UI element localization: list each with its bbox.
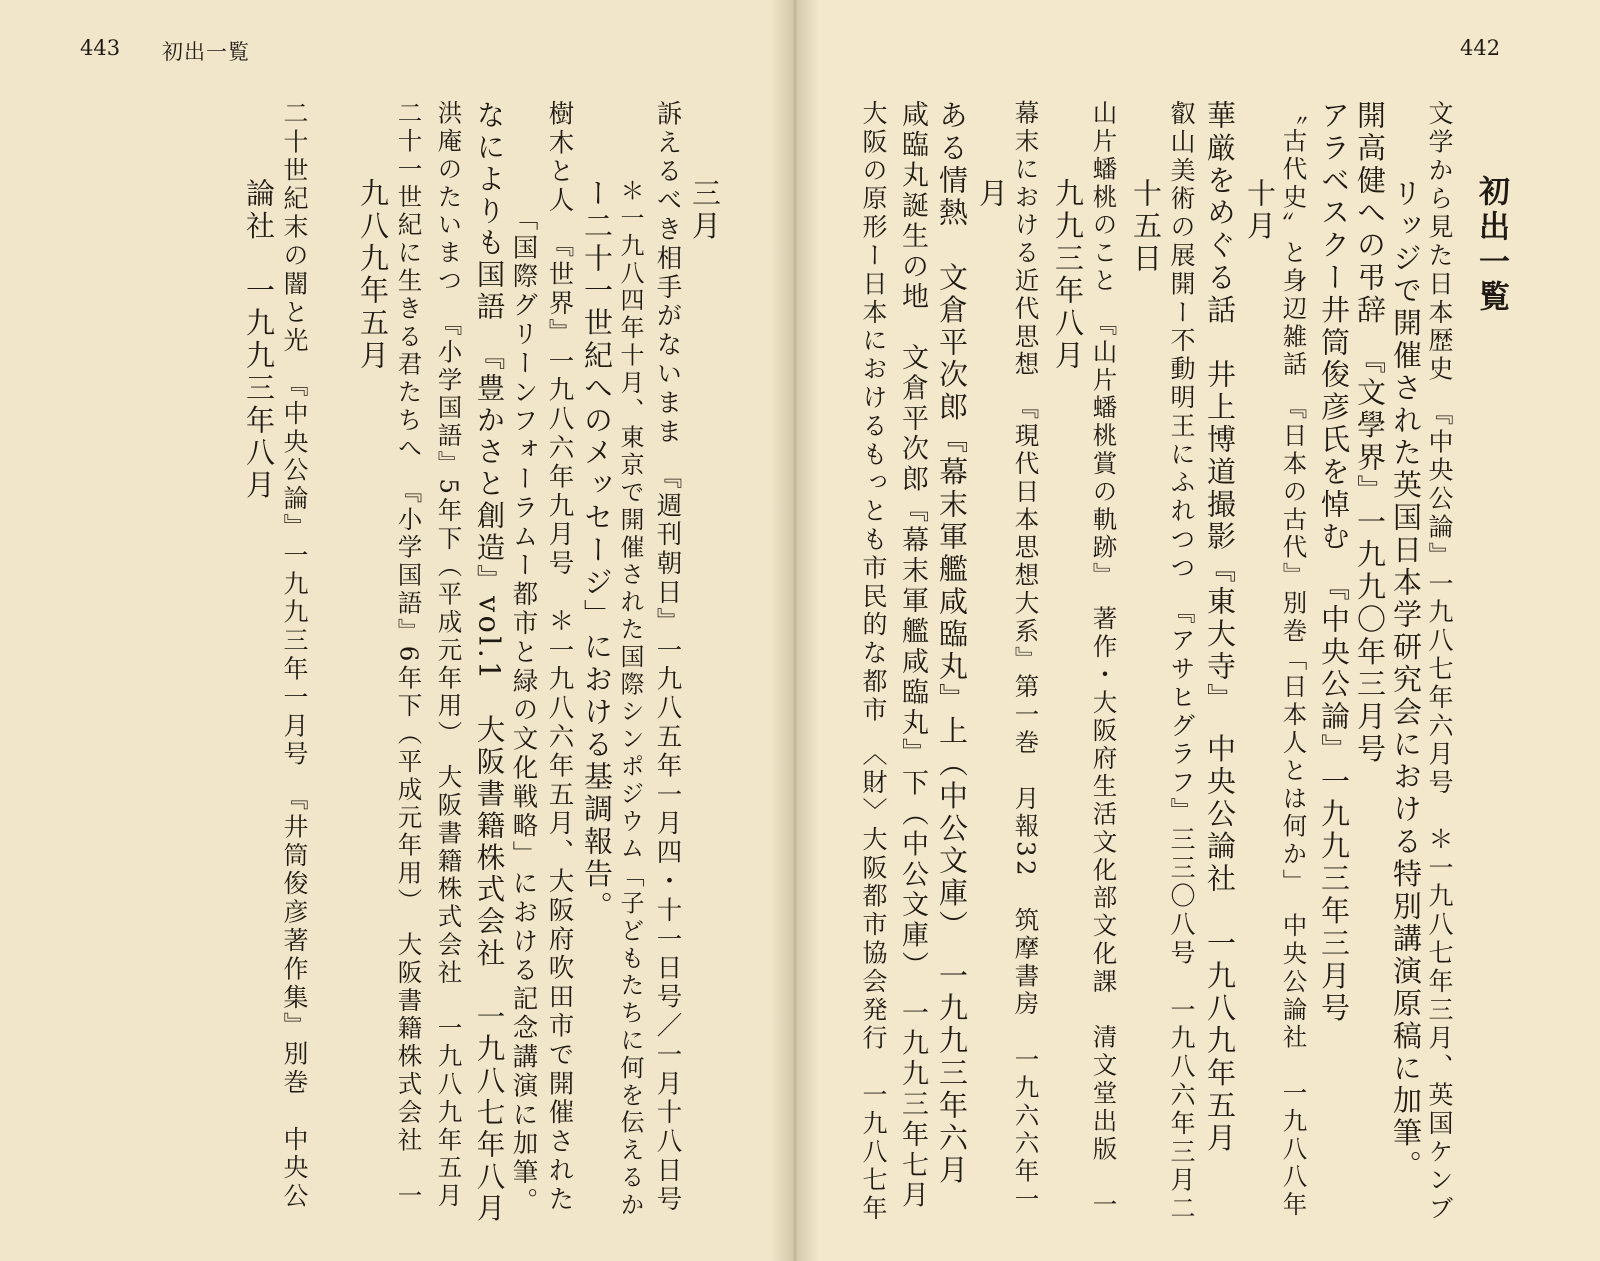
text-column: なによりも国語 『豊かさと創造』vol.1 大阪書籍株式会社 一九八七年八月 bbox=[472, 100, 506, 1226]
running-header: 初出一覧 bbox=[162, 40, 250, 64]
text-column: アラベスクー井筒俊彦氏を悼む 『中央公論』一九九三年三月号 bbox=[1317, 100, 1351, 1026]
page-number: 443 bbox=[80, 36, 121, 60]
text-column: 訴えるべき相手がないまま 『週刊朝日』一九八五年一月四・十一日号／一月十八日号 bbox=[652, 100, 683, 1215]
text-column: 華厳をめぐる話 井上博道撮影『東大寺』 中央公論社 一九八九年五月 bbox=[1203, 100, 1237, 1155]
text-column: 三月 bbox=[688, 178, 722, 243]
right-page bbox=[795, 0, 1600, 1261]
text-column: 十月 bbox=[1243, 178, 1277, 243]
text-column: 洪庵のたいまつ 『小学国語』5年下（平成元年用） 大阪書籍株式会社 一九八九年五月 bbox=[434, 100, 464, 1211]
text-column: 月 bbox=[975, 178, 1009, 211]
text-column: 〝古代史〟と身辺雑話 『日本の古代』別巻「日本人とは何か」 中央公論社 一九八八年 bbox=[1279, 100, 1309, 1220]
text-column: ー二十一世紀へのメッセージ」における基調報告。 bbox=[580, 178, 614, 924]
text-column: 「国際グリーンフォーラムー都市と緑の文化戦略」における記念講演に加筆。 bbox=[508, 205, 539, 1217]
page-number: 442 bbox=[1460, 36, 1501, 60]
text-column: 文学から見た日本歴史 『中央公論』一九八七年六月号 ＊一九八七年三月、英国ケンブ bbox=[1425, 100, 1454, 1224]
text-column: 山片蟠桃のこと 『山片蟠桃賞の軌跡』 著作・大阪府生活文化部文化課 清文堂出版 一 bbox=[1089, 100, 1119, 1220]
text-column: 咸臨丸誕生の地 文倉平次郎『幕末軍艦咸臨丸』下（中公文庫） 一九九三年七月 bbox=[897, 100, 928, 1212]
book-gutter bbox=[770, 0, 820, 1261]
text-column: 二十世紀末の闇と光 『中央公論』一九九三年一月号 『井筒俊彦著作集』別巻 中央公 bbox=[280, 100, 309, 1211]
text-column: 九八九年五月 bbox=[356, 178, 390, 373]
text-column: 二十一世紀に生きる君たちへ 『小学国語』6年下（平成元年用） 大阪書籍株式会社 一 bbox=[394, 100, 424, 1211]
text-column: ＊一九八四年十月、東京で開催された国際シンポジウム「子どもたちに何を伝えるか bbox=[616, 178, 644, 1220]
text-column: 叡山美術の展開ー不動明王にふれつつ 『アサヒグラフ』三三〇八号 一九八六年三月二 bbox=[1167, 100, 1196, 1224]
text-column: 論社 一九九三年八月 bbox=[242, 178, 276, 502]
text-column: 九九三年八月 bbox=[1051, 178, 1085, 373]
text-column: 幕末における近代思想 『現代日本思想大系』第一巻 月報32 筑摩書房 一九六六年一 bbox=[1011, 100, 1041, 1214]
text-column: ある情熱 文倉平次郎『幕末軍艦咸臨丸』上（中公文庫） 一九九三年六月 bbox=[935, 100, 969, 1188]
text-column: 樹木と人 『世界』一九八六年九月号 ＊一九八六年五月、大阪府吹田市で開催された bbox=[544, 100, 575, 1215]
text-column: 大阪の原形ー日本におけるもっとも市民的な都市 〈財〉大阪都市協会発行 一九八七年 bbox=[859, 100, 888, 1224]
left-page bbox=[0, 0, 795, 1261]
text-column: 十五日 bbox=[1129, 178, 1163, 276]
text-column: リッジで開催された英国日本学研究会における特別講演原稿に加筆。 bbox=[1389, 178, 1423, 1183]
text-column: 開高健への弔辞 『文學界』一九九〇年三月号 bbox=[1353, 100, 1387, 766]
section-title: 初出一覧 bbox=[1473, 175, 1509, 315]
